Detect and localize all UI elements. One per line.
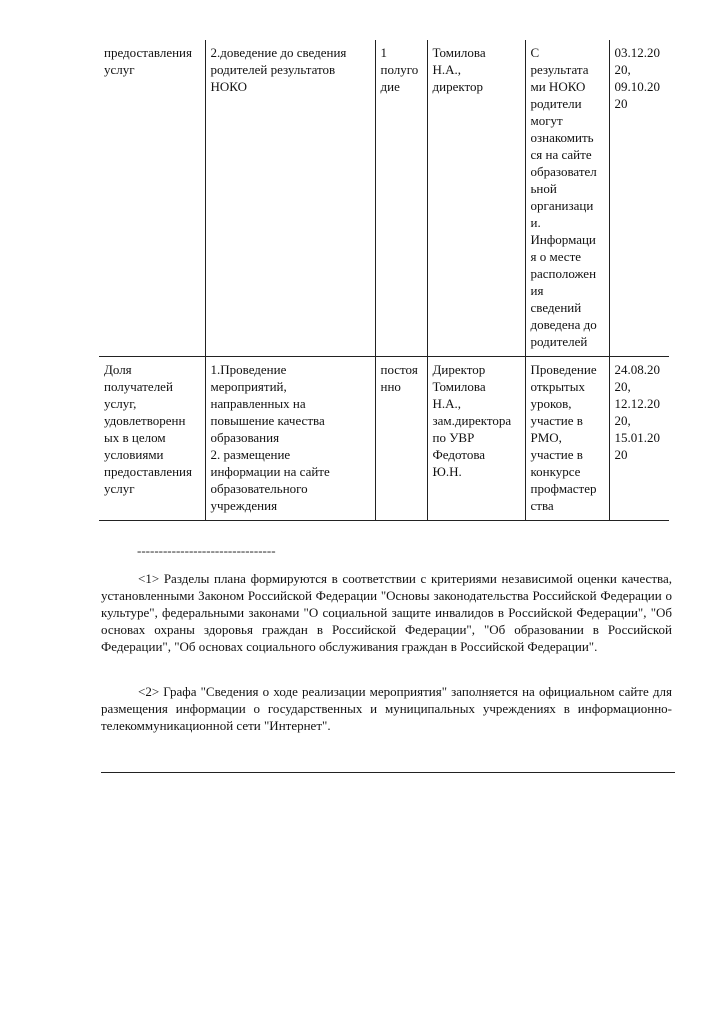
- table-row: [99, 357, 669, 521]
- plan-table: [99, 40, 669, 521]
- table-row: [99, 40, 669, 357]
- cell-responsible: Директор Томилова Н.А., зам.директора по УВР Федотова Ю.Н.: [427, 357, 525, 521]
- cell-result: Проведение открытых уроков, участие в РМО, участие в конкурсе профмастер ства: [525, 357, 609, 521]
- cell-result: С результата ми НОКО родители могут ознакомить ся на сайте образовател ьной организаци и. Информаци я о месте расположен ия сведений доведена до родителей: [525, 40, 609, 357]
- footnote-1: <1> Разделы плана формируются в соответствии с критериями независимой оценки качества, установленными Законом Российской Федерации "Основы законодательства Российской Федерации о культуре", федеральными законами "О социальной защите инвалидов в Российской Федерации", "Об основах охраны здоровья граждан в Российской Федерации", "Об образовании в Российской Федерации", "Об основах социального обслуживания граждан в Российской Федерации".: [101, 571, 672, 654]
- cell-date: 03.12.20 20, 09.10.20 20: [609, 40, 669, 357]
- page-bottom-divider: [101, 772, 675, 773]
- cell-deadline: 1 полуго дие: [375, 40, 427, 357]
- cell-measure: 2.доведение до сведения родителей результатов НОКО: [205, 40, 375, 357]
- footnote-2: <2> Графа "Сведения о ходе реализации мероприятия" заполняется на официальном сайте для размещения информации о государственных и муниципальных учреждениях в информационно-телекоммуникационной сети "Интернет".: [101, 684, 672, 733]
- cell-deadline: постоя нно: [375, 357, 427, 521]
- cell-criterion: Доля получателей услуг, удовлетворенн ых в целом условиями предоставления услуг: [99, 357, 205, 521]
- footnote-separator: --------------------------------: [137, 543, 276, 558]
- cell-measure: 1.Проведение мероприятий, направленных на повышение качества образования 2. размещение информации на сайте образовательного учреждения: [205, 357, 375, 521]
- cell-date: 24.08.20 20, 12.12.20 20, 15.01.20 20: [609, 357, 669, 521]
- cell-criterion: предоставления услуг: [99, 40, 205, 357]
- cell-responsible: Томилова Н.А., директор: [427, 40, 525, 357]
